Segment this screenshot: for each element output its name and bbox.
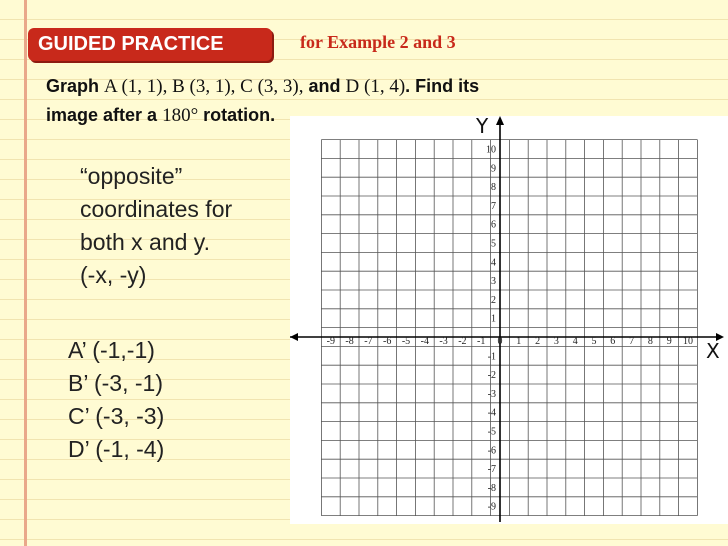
x-tick-label: 6 [610, 336, 616, 347]
x-tick-label: -7 [364, 336, 373, 347]
x-tick-label: -6 [383, 336, 392, 347]
y-tick-label: -4 [487, 407, 496, 419]
hint-line: both x and y. [80, 229, 210, 255]
answer-c: C’ (-3, -3) [68, 403, 165, 429]
x-tick-label: -4 [420, 336, 429, 347]
x-tick-label: 2 [535, 336, 541, 347]
x-tick-label: -3 [439, 336, 448, 347]
y-axis-top-arrow [496, 116, 504, 125]
prompt-text: image after a [46, 105, 163, 125]
prompt-points-abc: A (1, 1), B (3, 1), C (3, 3), [104, 76, 304, 97]
y-axis-label: Y [476, 114, 489, 138]
answer-b: B’ (-3, -1) [68, 370, 163, 396]
x-tick-label: 1 [516, 336, 522, 347]
x-tick-label: -8 [345, 336, 354, 347]
hint-line: “opposite” [80, 163, 183, 189]
x-axis-left-arrow [290, 333, 298, 341]
x-tick-label: 10 [683, 336, 693, 347]
prompt-point-d: D (1, 4) [345, 76, 406, 97]
coordinate-grid-svg [290, 116, 728, 524]
prompt-text: and [303, 76, 346, 96]
x-tick-label: 3 [553, 336, 559, 347]
y-tick-label: 2 [491, 294, 496, 306]
x-tick-label: 9 [666, 336, 672, 347]
prompt-text: Graph [46, 76, 105, 96]
problem-line-1 [46, 72, 686, 101]
y-tick-label: 7 [491, 200, 496, 212]
y-tick-label: -7 [487, 464, 496, 476]
x-tick-label: 5 [591, 336, 597, 347]
x-tick-label: -5 [401, 336, 411, 347]
y-tick-label: 10 [486, 144, 496, 156]
coordinate-grid [290, 116, 728, 524]
prompt-degrees: 180° [162, 105, 199, 126]
prompt-text: rotation. [198, 105, 276, 125]
prompt-text: . Find its [405, 76, 480, 96]
x-tick-label: -2 [458, 336, 467, 347]
y-tick-label: -8 [487, 482, 496, 494]
y-tick-label: 6 [491, 219, 496, 231]
y-tick-label: -3 [487, 388, 496, 400]
x-tick-label: -9 [326, 336, 335, 347]
x-tick-label: -1 [477, 336, 486, 347]
y-tick-label: 3 [491, 276, 496, 288]
x-tick-label: 0 [497, 336, 503, 347]
hint-text [80, 160, 280, 292]
x-tick-label: 7 [629, 336, 635, 347]
y-tick-label: -9 [487, 501, 496, 513]
x-axis-label: X [706, 339, 720, 363]
hint-line: coordinates for [80, 196, 233, 222]
y-tick-label: -5 [487, 426, 496, 438]
answer-list [68, 334, 164, 466]
answer-d: D’ (-1, -4) [68, 436, 165, 462]
y-tick-label: 8 [491, 182, 496, 194]
badge-label: GUIDED PRACTICE [38, 33, 224, 55]
example-subtitle: for Example 2 and 3 [300, 32, 456, 52]
y-tick-label: 5 [491, 238, 496, 250]
y-tick-label: -2 [487, 370, 496, 382]
x-tick-label: 4 [572, 336, 578, 347]
guided-practice-badge [28, 28, 272, 61]
x-tick-label: 8 [647, 336, 653, 347]
hint-line: (-x, -y) [80, 262, 147, 288]
y-tick-label: 9 [491, 163, 496, 175]
y-tick-label: 1 [491, 313, 496, 325]
y-tick-label: 4 [491, 257, 496, 269]
margin-line [24, 0, 27, 546]
answer-a: A’ (-1,-1) [68, 337, 155, 363]
y-tick-label: -6 [487, 445, 496, 457]
y-tick-label: -1 [487, 351, 496, 363]
